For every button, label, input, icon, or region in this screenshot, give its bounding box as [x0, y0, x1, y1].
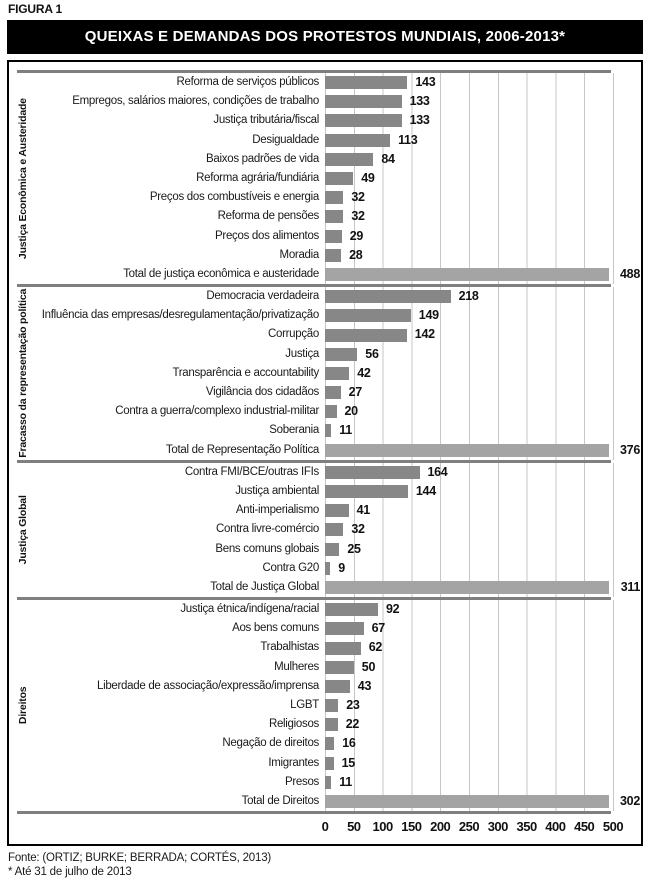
bar-row [9, 227, 641, 246]
total-row [9, 265, 641, 284]
bar [325, 153, 373, 166]
bar-label: Mulheres [274, 660, 319, 673]
bar [325, 622, 364, 635]
bar-value: 376 [620, 442, 640, 457]
bar-label: Influência das empresas/desregulamentação/privatização [41, 309, 319, 322]
bar-label-cell [9, 325, 325, 344]
bar-label-cell [9, 600, 325, 619]
bar-row [9, 677, 641, 696]
footnote: * Até 31 de julho de 2013 [8, 866, 132, 878]
bar-plot [325, 131, 641, 150]
bar-label-cell [9, 638, 325, 657]
axis-tick: 250 [458, 819, 480, 835]
bar-label-cell [9, 131, 325, 150]
bar-row [9, 559, 641, 578]
bar-row [9, 600, 641, 619]
bar-label: Desigualdade [252, 133, 319, 146]
bar-value: 23 [346, 698, 360, 712]
axis-tick: 0 [321, 819, 329, 835]
bar-row [9, 73, 641, 92]
bar [325, 134, 390, 147]
bar-label: Justiça étnica/indígena/racial [180, 603, 319, 616]
bar-label: Contra livre-comércio [216, 523, 319, 536]
bar-label: Trabalhistas [260, 641, 319, 654]
bar-label-cell [9, 227, 325, 246]
bar-value: 302 [620, 793, 640, 808]
bar-label-cell [9, 306, 325, 325]
category-section [9, 463, 641, 597]
bar-label-cell [9, 658, 325, 677]
bar-row [9, 345, 641, 364]
bar-label-cell [9, 578, 325, 597]
bar-value: 133 [409, 94, 430, 109]
bar-row [9, 658, 641, 677]
bar-row [9, 92, 641, 111]
bar-plot [325, 169, 641, 188]
bar [325, 504, 349, 517]
bar-value: 311 [620, 579, 640, 594]
bar-label: Transparência e accountability [172, 366, 319, 379]
bar-label: Democracia verdadeira [206, 290, 319, 303]
bar-label: Reforma de serviços públicos [176, 76, 319, 88]
bar-value: 32 [351, 209, 365, 224]
bar-plot [325, 754, 641, 773]
bar-label-cell [9, 792, 325, 811]
category-section [9, 287, 641, 460]
bar-value: 43 [357, 678, 372, 693]
category-label: Justiça Econômica e Austeridade [17, 98, 29, 259]
bar-label: LGBT [290, 699, 319, 711]
bar-plot [325, 578, 641, 597]
bar-row [9, 421, 641, 440]
bar-label: Justiça tributária/fiscal [213, 114, 319, 127]
chart-box [7, 60, 643, 846]
axis-tick: 350 [516, 819, 537, 835]
bar-label-cell [9, 677, 325, 696]
bar-label: Presos [285, 775, 319, 788]
bar-row [9, 383, 641, 402]
bar-label: Aos bens comuns [232, 622, 319, 635]
axis-tick: 450 [574, 819, 595, 835]
bar [325, 424, 331, 437]
bar-plot [325, 619, 641, 638]
bar-label-cell [9, 111, 325, 130]
figure-footer [8, 851, 271, 879]
bar-label-cell [9, 188, 325, 207]
bar-value: 142 [414, 327, 435, 342]
total-bar [325, 795, 609, 808]
bar-row [9, 501, 641, 520]
bar-label: Preços dos combustíveis e energia [149, 191, 319, 204]
bar [325, 309, 411, 322]
bar-label-cell [9, 619, 325, 638]
bar-label-cell [9, 383, 325, 402]
bar-label-cell [9, 559, 325, 578]
category-label: Justiça Global [17, 495, 29, 565]
bar-value: 16 [342, 736, 356, 751]
bar-label: Bens comuns globais [215, 542, 319, 555]
axis-tick: 150 [401, 819, 422, 835]
bar-label: Contra G20 [262, 561, 319, 574]
bar-plot [325, 441, 641, 460]
bar-row [9, 188, 641, 207]
bar-row [9, 306, 641, 325]
bar-plot [325, 658, 641, 677]
axis-tick: 400 [545, 819, 566, 835]
bar-plot [325, 559, 641, 578]
bar-value: 49 [361, 170, 375, 185]
bar-plot [325, 773, 641, 792]
axis-tick: 300 [487, 819, 508, 835]
bar-value: 32 [351, 522, 365, 537]
bar-label: Reforma agrária/fundiária [196, 171, 319, 184]
bar [325, 485, 408, 498]
bar-plot [325, 520, 641, 539]
bar-label-cell [9, 696, 325, 715]
bar-row [9, 131, 641, 150]
bar [325, 76, 407, 89]
bar-row [9, 520, 641, 539]
bar [325, 348, 357, 361]
bar-row [9, 111, 641, 130]
bar-value: 32 [351, 190, 365, 205]
bar-plot [325, 188, 641, 207]
bar-row [9, 402, 641, 421]
bar-label-cell [9, 246, 325, 265]
bar-value: 56 [365, 346, 379, 361]
bar [325, 114, 402, 127]
bar [325, 386, 341, 399]
bar-label-cell [9, 150, 325, 169]
bar-row [9, 540, 641, 559]
bar-row [9, 638, 641, 657]
bar-label: Preços dos alimentos [215, 229, 319, 242]
bar [325, 466, 420, 479]
bar-plot [325, 265, 641, 284]
bar-plot [325, 364, 641, 383]
chart-sections [9, 70, 641, 811]
total-bar [325, 268, 609, 281]
bar-row [9, 619, 641, 638]
axis-tick: 100 [372, 819, 393, 835]
bar-label-cell [9, 734, 325, 753]
bar-value: 11 [339, 423, 352, 438]
bar-value: 164 [427, 464, 448, 479]
bar-row [9, 463, 641, 482]
bar-label: Total de Justiça Global [210, 580, 319, 593]
bar-label: Liberdade de associação/expressão/imprensa [96, 679, 319, 692]
bar [325, 603, 378, 616]
bar-label-cell [9, 463, 325, 482]
bar-plot [325, 150, 641, 169]
total-row [9, 441, 641, 460]
bar [325, 172, 353, 185]
bar-value: 22 [345, 717, 359, 732]
bar-label: Empregos, salários maiores, condições de trabalho [72, 95, 319, 108]
bar-label-cell [9, 169, 325, 188]
bar-plot [325, 92, 641, 111]
bar-label: Justiça ambiental [235, 484, 319, 497]
bar-row [9, 754, 641, 773]
bar-value: 84 [381, 151, 395, 166]
bar [325, 776, 331, 789]
bar [325, 329, 407, 342]
bar-row [9, 364, 641, 383]
bar [325, 367, 349, 380]
bar [325, 249, 341, 262]
bar [325, 191, 343, 204]
bar-value: 133 [409, 113, 430, 128]
bar-plot [325, 715, 641, 734]
bar [325, 562, 330, 575]
bar-label-cell [9, 345, 325, 364]
bar-label: Moradia [279, 248, 319, 261]
chart-title: QUEIXAS E DEMANDAS DOS PROTESTOS MUNDIAIS, 2006-2013* [7, 20, 643, 54]
bar-row [9, 773, 641, 792]
bar-label-cell [9, 73, 325, 92]
bar-plot [325, 325, 641, 344]
bar-plot [325, 734, 641, 753]
bar-value: 9 [338, 560, 345, 575]
bar-plot [325, 792, 641, 811]
total-row [9, 792, 641, 811]
category-label: Direitos [17, 686, 29, 725]
bar-value: 50 [361, 659, 376, 674]
category-label: Fracasso da representação política [17, 288, 29, 458]
bar-plot [325, 696, 641, 715]
bar [325, 290, 451, 303]
bar [325, 543, 339, 556]
bar [325, 210, 343, 223]
bar-value: 11 [339, 774, 352, 789]
bar-value: 42 [357, 365, 371, 380]
bar-row [9, 207, 641, 226]
bar-plot [325, 677, 641, 696]
bar-label: Corrupção [268, 328, 319, 341]
bar-plot [325, 111, 641, 130]
bar-label-cell [9, 265, 325, 284]
bar-value: 144 [415, 483, 436, 498]
bar-plot [325, 383, 641, 402]
bar-value: 92 [386, 602, 400, 617]
bar-label-cell [9, 540, 325, 559]
x-axis [321, 814, 641, 840]
bar-label-cell [9, 773, 325, 792]
bar-value: 67 [371, 621, 385, 636]
bar-label-cell [9, 754, 325, 773]
bar-label-cell [9, 207, 325, 226]
bar-row [9, 150, 641, 169]
bar-row [9, 696, 641, 715]
bar-label-cell [9, 715, 325, 734]
bar-value: 27 [348, 385, 362, 399]
bar [325, 642, 361, 655]
bar-label-cell [9, 520, 325, 539]
total-bar [325, 581, 609, 594]
bar-value: 41 [356, 503, 370, 518]
category-section [9, 73, 641, 284]
bar-label-cell [9, 441, 325, 460]
bar-label-cell [9, 92, 325, 111]
bar-plot [325, 287, 641, 306]
bar [325, 230, 342, 243]
bar-label: Reforma de pensões [217, 210, 319, 223]
bar [325, 523, 343, 536]
bar-plot [325, 345, 641, 364]
bar [325, 699, 338, 712]
bar-plot [325, 463, 641, 482]
bar-plot [325, 600, 641, 619]
bar-label: Contra FMI/BCE/outras IFIs [184, 465, 319, 478]
bar-label: Soberania [269, 424, 319, 437]
bar [325, 718, 338, 731]
bar-value: 113 [398, 132, 418, 147]
total-bar [325, 444, 609, 457]
bar-label-cell [9, 501, 325, 520]
bar-label: Religiosos [268, 718, 319, 731]
bar-label-cell [9, 421, 325, 440]
bar-plot [325, 501, 641, 520]
bar-label-cell [9, 402, 325, 421]
bar [325, 757, 334, 770]
bar-label-cell [9, 287, 325, 306]
bar-value: 25 [347, 541, 361, 556]
bar-plot [325, 227, 641, 246]
bar-row [9, 482, 641, 501]
bar-plot [325, 246, 641, 265]
bar [325, 95, 402, 108]
bar-row [9, 246, 641, 265]
bar-plot [325, 207, 641, 226]
bar-plot [325, 540, 641, 559]
bar-value: 28 [349, 247, 363, 262]
bar-row [9, 169, 641, 188]
figure-label: FIGURA 1 [8, 2, 62, 16]
bar-value: 15 [341, 755, 355, 770]
bar-label: Vigilância dos cidadãos [205, 386, 319, 398]
bar-value: 488 [620, 266, 640, 281]
bar-row [9, 287, 641, 306]
bar-row [9, 715, 641, 734]
bar-label: Contra a guerra/complexo industrial-militar [115, 405, 319, 418]
axis-tick: 200 [430, 819, 451, 835]
bar-label: Total de Representação Política [165, 443, 319, 456]
bar-plot [325, 306, 641, 325]
bar-value: 143 [415, 75, 436, 89]
bar-label-cell [9, 482, 325, 501]
bar-value: 29 [349, 228, 363, 243]
bar-label: Imigrantes [268, 756, 319, 769]
bar-label: Justiça [285, 347, 319, 360]
source-note: Fonte: (ORTIZ; BURKE; BERRADA; CORTÉS, 2013) [8, 852, 272, 864]
bar-value: 218 [458, 289, 479, 304]
bar-row [9, 325, 641, 344]
bar [325, 737, 334, 750]
bar-plot [325, 638, 641, 657]
bar-label: Total de Direitos [241, 794, 319, 807]
bar [325, 405, 337, 418]
axis-tick: 500 [602, 819, 624, 835]
bar-plot [325, 402, 641, 421]
bar-label: Total de justiça econômica e austeridade [123, 267, 319, 280]
bar-label-cell [9, 364, 325, 383]
bar-plot [325, 421, 641, 440]
category-section [9, 600, 641, 811]
bar-label: Anti-imperialismo [235, 504, 319, 517]
axis-tick: 50 [347, 819, 361, 835]
bar [325, 680, 350, 693]
bar-value: 20 [344, 404, 358, 419]
bar-row [9, 734, 641, 753]
bar-value: 62 [368, 640, 382, 655]
bar-label: Baixos padrões de vida [206, 152, 319, 165]
bar-plot [325, 73, 641, 92]
total-row [9, 578, 641, 597]
bar [325, 661, 354, 674]
bar-label: Negação de direitos [222, 737, 319, 750]
bar-plot [325, 482, 641, 501]
bar-value: 149 [418, 308, 439, 323]
